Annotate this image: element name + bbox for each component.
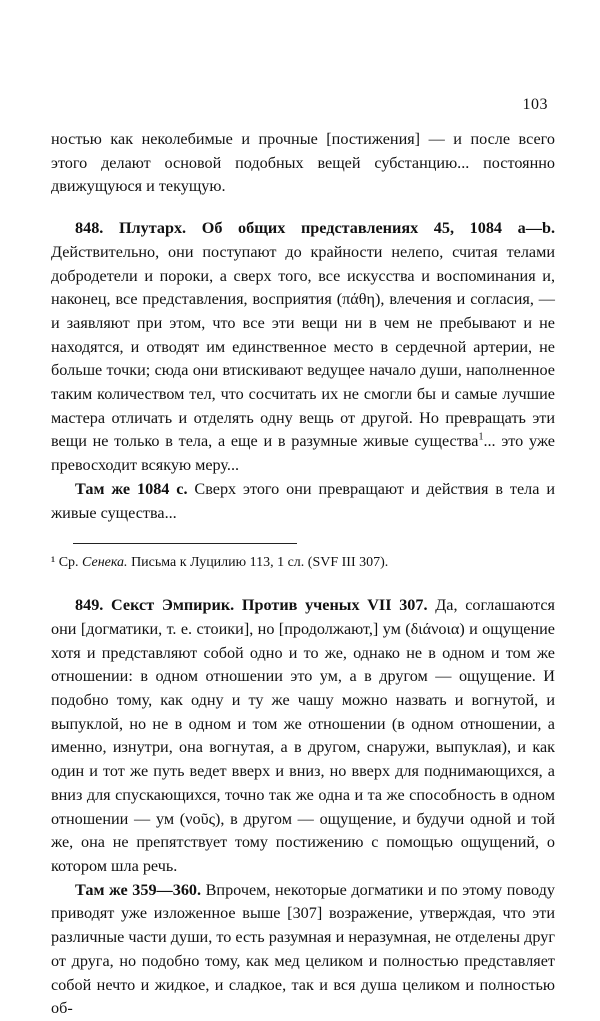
page-number: 103	[522, 96, 548, 113]
fragment-848-text: Действительно, они поступают до крайности нелепо, считая телами добродетели и пороки, а сверх того, все искусства и воспоминания и, наконец, все представления, восприятия (πάθη), влечения и согласия, — и заявляют при этом, что все эти вещи ни в чем не пребывают и не находятся, и отводят им единственное место в сердечной артерии, не больше точки; сюда они втискивают ведущее начало души, наполненное таким количеством тел, что сосчитать их не смогли бы и самые лучшие мастера отличать и отделять одну вещь от другой. Но превращать эти вещи не только в тела, а еще и в разумные живые существа	[51, 242, 555, 451]
fragment-849-sub-text: Впрочем, некоторые догматики и по этому поводу приводят уже изложенное выше [307] возражение, утверждая, что эти различные части души, то есть разумная и неразумная, не отделены друг от друга, но подобно тому, как мед целиком и полностью представляет собой нечто и жидкое, и сладкое, так и вся душа целиком и полностью об-	[51, 880, 555, 1018]
fragment-849-text: Да, соглашаются они [догматики, т. е. стоики], но [продолжают,] ум (διάνοια) и ощущение хотя и представляют собой одно и то же, однако не в одном и том же отношении: в одном отношении это ум, а в другом — ощущение. И подобно тому, как одну и ту же чашу можно назвать и вогнутой, и выпуклой, но не в одном и том же отношении (в одном отношении, а именно, изнутри, она вогнутая, а в другом, снаружи, выпуклая), и как один и тот же путь ведет вверх и вниз, но вверх для поднимающихся, а вниз для спускающихся, точно так же одна и та же способность в одном отношении — ум (νοῦς), в другом — ощущение, и будучи одной и той же, она не препятствует тому постижению с помощью ощущений, о котором шла речь.	[51, 596, 556, 875]
fragment-849-sub-paragraph	[51, 879, 555, 1021]
fragment-848-paragraph	[51, 217, 555, 478]
page-body	[51, 128, 555, 1021]
footnote	[51, 554, 555, 572]
footnote-ref: 1	[478, 432, 484, 444]
fragment-848-heading: 848. Плутарх. Об общих представлениях 45, 1084 a—b.	[75, 219, 555, 238]
footnote-separator	[73, 543, 297, 544]
fragment-848-sub-heading: Там же 1084 с.	[75, 479, 188, 498]
footnote-post: Письма к Луцилию 113, 1 сл. (SVF III 307).	[127, 555, 389, 571]
fragment-848-sub-paragraph	[51, 478, 555, 525]
fragment-848-sub-text: Сверх этого они превращают и действия в тела и живые существа...	[51, 479, 555, 522]
footnote-author: Сенека.	[82, 555, 128, 571]
fragment-849-paragraph	[51, 594, 555, 878]
fragment-849-heading: 849. Секст Эмпирик. Против ученых VII 307.	[75, 596, 428, 615]
fragment-849-sub-heading: Там же 359—360.	[75, 880, 202, 899]
intro-paragraph: ностью как неколебимые и прочные [постижения] — и после всего этого делают основой подобных вещей субстанцию... постоянно движущуюся и текущую.	[51, 130, 555, 196]
fragment-848-text-end: ... это уже превосходит всякую меру...	[51, 432, 555, 475]
footnote-pre: ¹ Ср.	[51, 555, 83, 571]
